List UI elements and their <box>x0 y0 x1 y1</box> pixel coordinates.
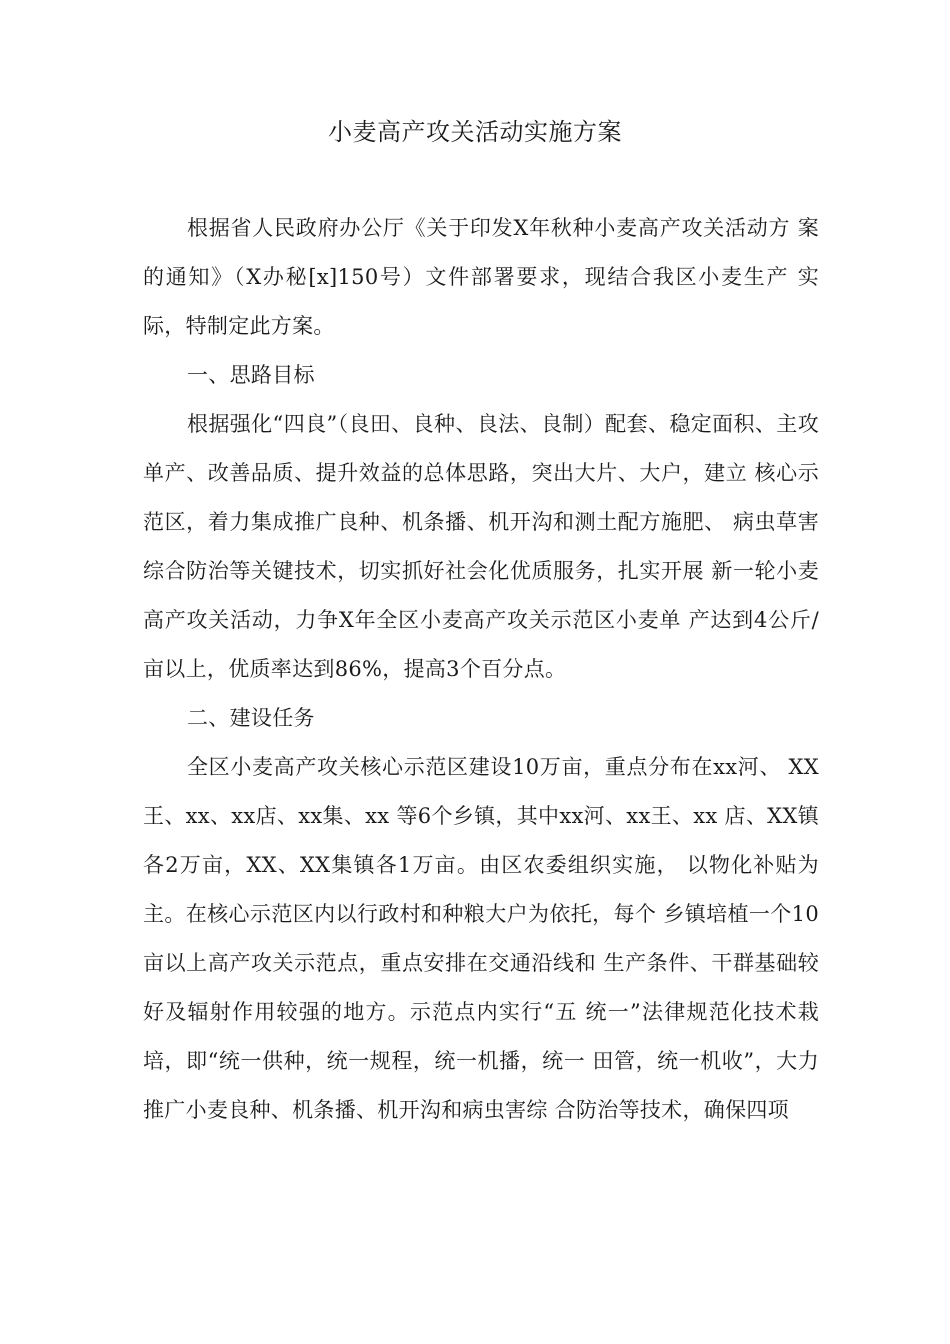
section-heading-tasks: 二、建设任务 <box>187 706 315 730</box>
section-heading-goals: 一、思路目标 <box>187 363 315 387</box>
tasks-paragraph: 全区小麦高产攻关核心示范区建设10万亩，重点分布在xx河、 XX王、xx、xx店、xx集、xx 等6个乡镇，其中xx河、xx王、xx 店、XX镇各2万亩，XX、XX集镇各1万亩。由区农委组织实施， 以物化补贴为主。在核心示范区内以行政村和种粮大户为依托，每个 乡镇培植一个10亩以上高产攻关示范点，重点安排在交通沿线和 生产条件、干群基础较好及辐射作用较强的地方。示范点内实行“五 统一”法律规范化技术栽培，即“统一供种，统一规程，统一机播，统一 田管，统一机收”，大力推广小麦良种、机条播、机开沟和病虫害综 合防治等技术，确保四项 <box>143 755 819 1122</box>
document-body <box>143 204 819 1135</box>
document-title: 小麦高产攻关活动实施方案 <box>328 118 622 146</box>
goals-paragraph: 根据强化“四良”（良田、良种、良法、良制）配套、稳定面积、主攻单产、改善品质、提升效益的总体思路，突出大片、大户，建立 核心示范区，着力集成推广良种、机条播、机开沟和测土配方施肥、 病虫草害综合防治等关键技术，切实抓好社会化优质服务，扎实开展 新一轮小麦高产攻关活动，力争X年全区小麦高产攻关示范区小麦单 产达到4公斤/亩以上，优质率达到86%，提高3个百分点。 <box>143 412 819 681</box>
intro-paragraph: 根据省人民政府办公厅《关于印发X年秋种小麦高产攻关活动方 案的通知》（X办秘[x]150号）文件部署要求，现结合我区小麦生产 实际，特制定此方案。 <box>143 216 819 338</box>
